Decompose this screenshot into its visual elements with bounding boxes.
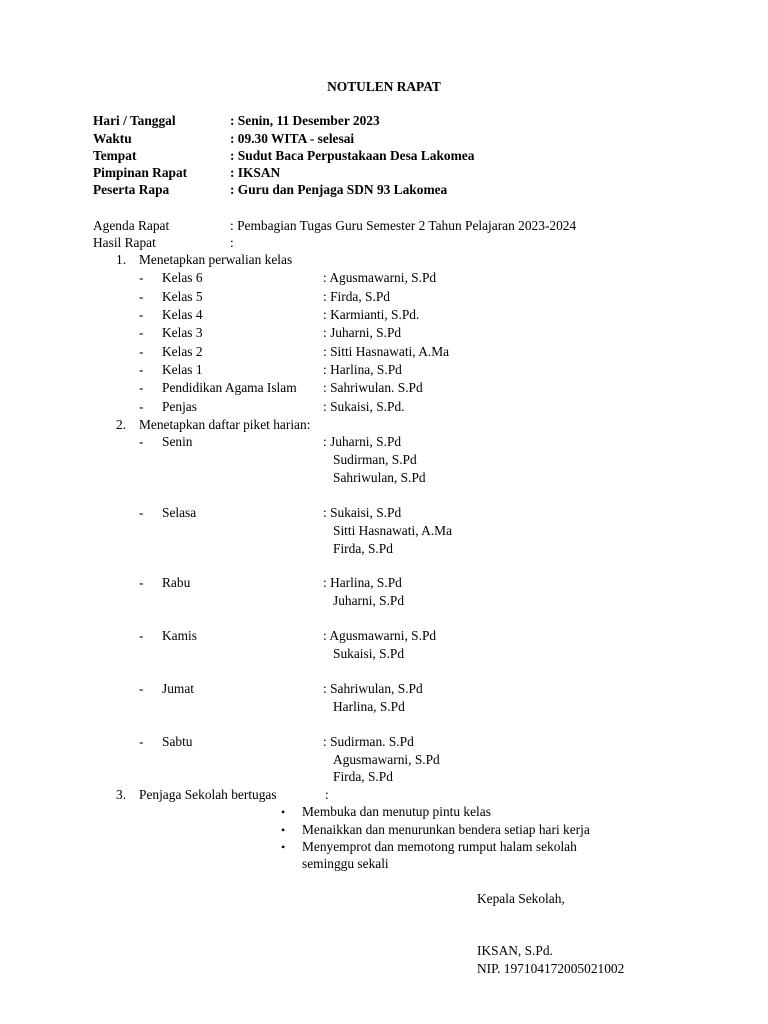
bullet-icon: • — [281, 805, 286, 819]
results-colon: : — [230, 235, 234, 250]
roster-day: Kamis — [162, 628, 197, 643]
roster-teacher: Agusmawarni, S.Pd — [333, 752, 440, 767]
list-dash: - — [139, 325, 144, 340]
list-dash: - — [139, 681, 144, 696]
header-value-leader: : IKSAN — [230, 165, 281, 180]
agenda-value: : Pembagian Tugas Guru Semester 2 Tahun Pelajaran 2023-2024 — [230, 218, 577, 233]
header-label-place: Tempat — [93, 148, 137, 163]
homeroom-teacher: : Karmianti, S.Pd. — [323, 307, 420, 322]
homeroom-class: Kelas 4 — [162, 307, 203, 322]
section-title: Penjaga Sekolah bertugas — [139, 787, 277, 802]
list-dash: - — [139, 270, 144, 285]
section-number: 2. — [116, 417, 127, 432]
list-dash: - — [139, 399, 144, 414]
signature-name: IKSAN, S.Pd. — [477, 943, 553, 958]
header-label-date: Hari / Tanggal — [93, 113, 176, 128]
roster-teacher: : Sahriwulan, S.Pd — [323, 681, 423, 696]
header-label-leader: Pimpinan Rapat — [93, 165, 188, 180]
homeroom-class: Kelas 2 — [162, 344, 203, 359]
agenda-label: Agenda Rapat — [93, 218, 170, 233]
list-dash: - — [139, 575, 144, 590]
list-dash: - — [139, 344, 144, 359]
roster-day: Sabtu — [162, 734, 193, 749]
homeroom-class: Pendidikan Agama Islam — [162, 380, 297, 395]
roster-day: Jumat — [162, 681, 194, 696]
roster-teacher: Sukaisi, S.Pd — [333, 646, 405, 661]
duty-item: Menyemprot dan memotong rumput halam sekolah — [302, 839, 577, 854]
roster-teacher: Sudirman, S.Pd — [333, 452, 417, 467]
list-dash: - — [139, 362, 144, 377]
results-label: Hasil Rapat — [93, 235, 156, 250]
document-title: NOTULEN RAPAT — [327, 79, 441, 94]
roster-day: Rabu — [162, 575, 191, 590]
roster-teacher: : Harlina, S.Pd — [323, 575, 402, 590]
homeroom-class: Kelas 1 — [162, 362, 203, 377]
roster-teacher: Firda, S.Pd — [333, 541, 393, 556]
roster-teacher: Firda, S.Pd — [333, 769, 393, 784]
section-title: Menetapkan perwalian kelas — [139, 252, 293, 267]
bullet-icon: • — [281, 840, 286, 854]
list-dash: - — [139, 505, 144, 520]
roster-teacher: Sitti Hasnawati, A.Ma — [333, 523, 453, 538]
duty-item-continuation: seminggu sekali — [302, 856, 389, 871]
header-value-participants: : Guru dan Penjaga SDN 93 Lakomea — [230, 182, 448, 197]
homeroom-teacher: : Harlina, S.Pd — [323, 362, 402, 377]
homeroom-class: Kelas 6 — [162, 270, 203, 285]
duty-item: Membuka dan menutup pintu kelas — [302, 804, 491, 819]
section-number: 3. — [116, 787, 127, 802]
roster-teacher: : Agusmawarni, S.Pd — [323, 628, 437, 643]
homeroom-teacher: : Agusmawarni, S.Pd — [323, 270, 437, 285]
header-value-date: : Senin, 11 Desember 2023 — [230, 113, 380, 128]
roster-teacher: Harlina, S.Pd — [333, 699, 405, 714]
header-value-time: : 09.30 WITA - selesai — [230, 131, 355, 146]
section-title: Menetapkan daftar piket harian: — [139, 417, 311, 432]
roster-teacher: Sahriwulan, S.Pd — [333, 470, 426, 485]
roster-teacher: : Sudirman. S.Pd — [323, 734, 414, 749]
homeroom-class: Penjas — [162, 399, 197, 414]
list-dash: - — [139, 628, 144, 643]
roster-teacher: : Juharni, S.Pd — [323, 434, 402, 449]
homeroom-teacher: : Sitti Hasnawati, A.Ma — [323, 344, 450, 359]
roster-teacher: : Sukaisi, S.Pd — [323, 505, 402, 520]
roster-day: Selasa — [162, 505, 197, 520]
roster-teacher: Juharni, S.Pd — [333, 593, 405, 608]
homeroom-teacher: : Firda, S.Pd — [323, 289, 390, 304]
signature-position: Kepala Sekolah, — [477, 891, 565, 906]
duty-item: Menaikkan dan menurunkan bendera setiap hari kerja — [302, 822, 590, 837]
homeroom-class: Kelas 5 — [162, 289, 203, 304]
homeroom-class: Kelas 3 — [162, 325, 203, 340]
list-dash: - — [139, 380, 144, 395]
section-colon: : — [325, 787, 329, 802]
list-dash: - — [139, 734, 144, 749]
header-value-place: : Sudut Baca Perpustakaan Desa Lakomea — [230, 148, 475, 163]
signature-nip: NIP. 197104172005021002 — [477, 961, 625, 976]
homeroom-teacher: : Sukaisi, S.Pd. — [323, 399, 405, 414]
list-dash: - — [139, 289, 144, 304]
header-label-time: Waktu — [93, 131, 132, 146]
list-dash: - — [139, 434, 144, 449]
roster-day: Senin — [162, 434, 193, 449]
header-label-participants: Peserta Rapa — [93, 182, 170, 197]
list-dash: - — [139, 307, 144, 322]
section-number: 1. — [116, 252, 127, 267]
homeroom-teacher: : Sahriwulan. S.Pd — [323, 380, 423, 395]
bullet-icon: • — [281, 823, 286, 837]
homeroom-teacher: : Juharni, S.Pd — [323, 325, 402, 340]
